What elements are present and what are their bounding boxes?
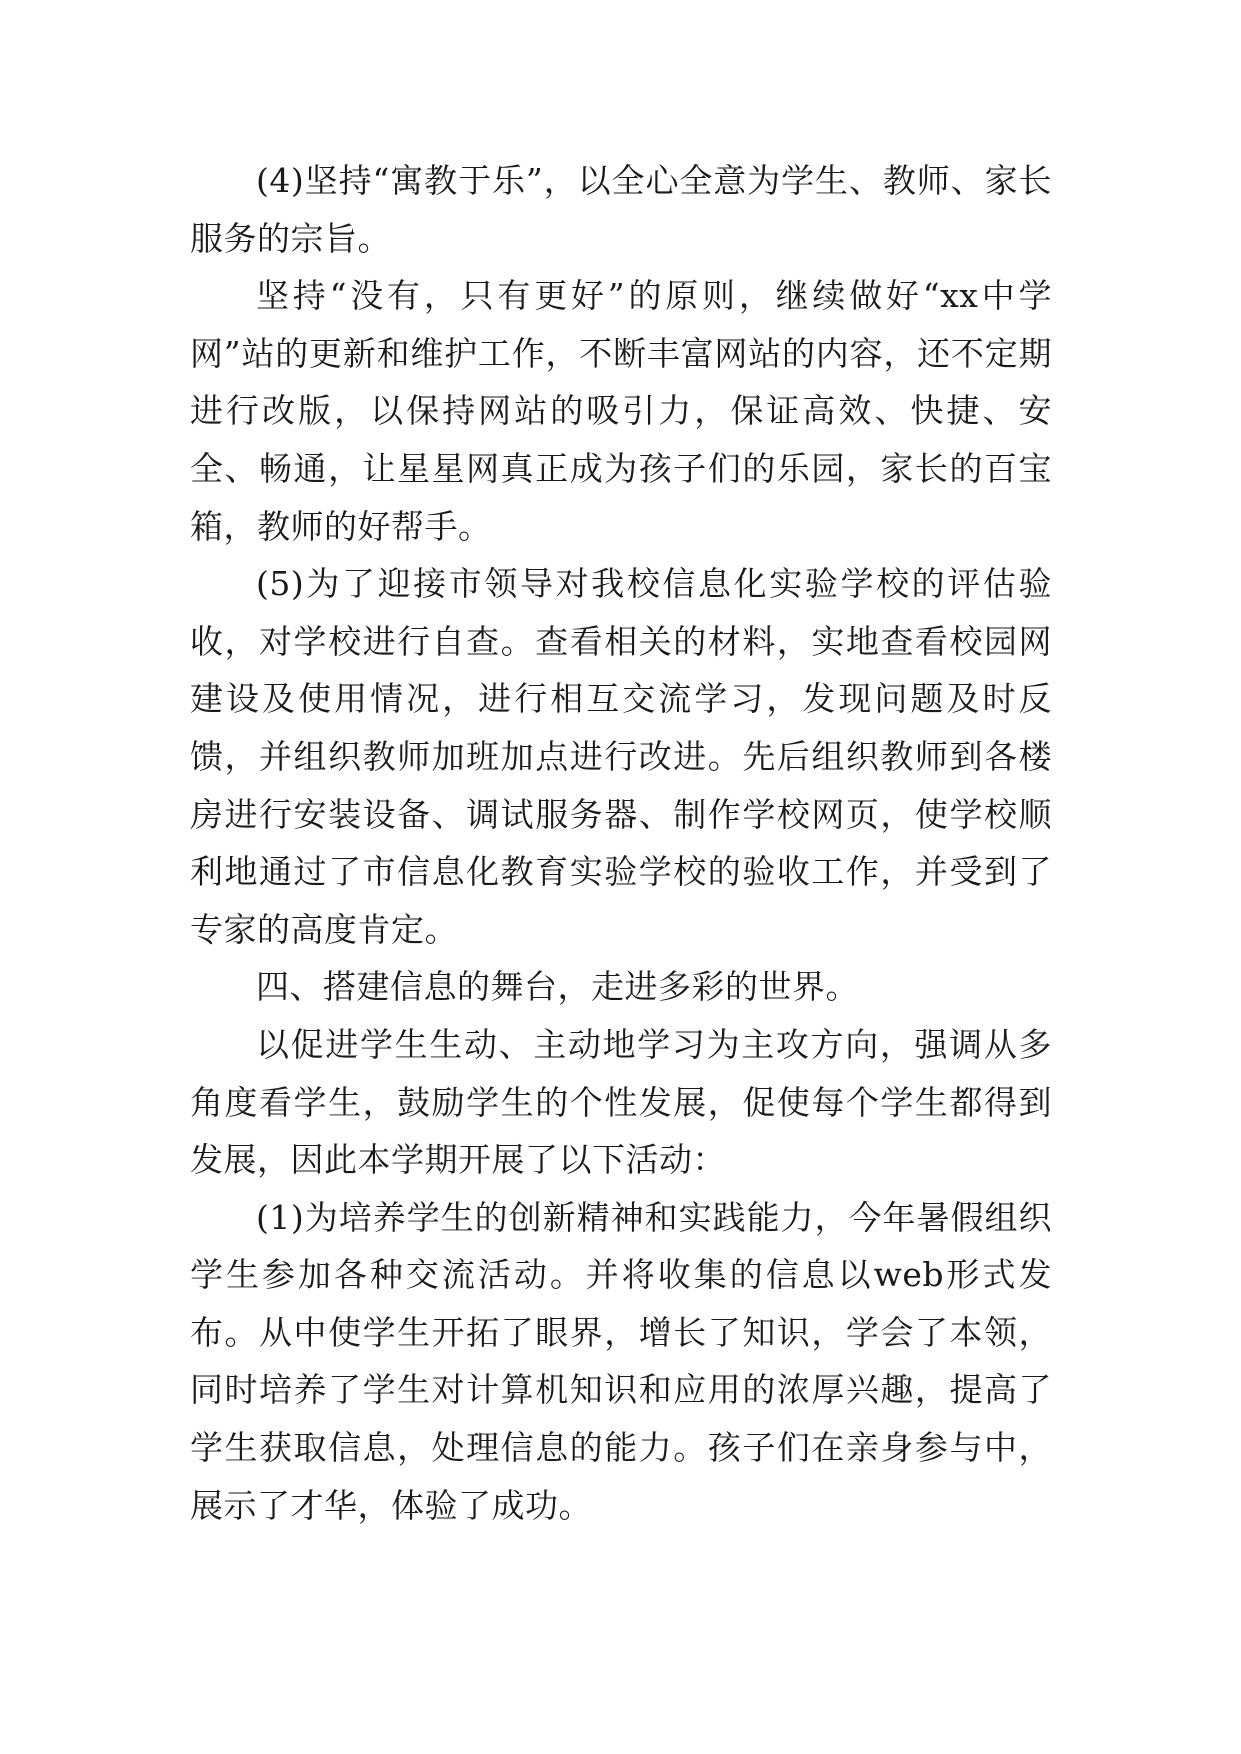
- paragraph-item-1-activities: (1)为培养学生的创新精神和实践能力，今年暑假组织学生参加各种交流活动。并将收集的信息以web形式发布。从中使学生开拓了眼界，增长了知识，学会了本领，同时培养了学生对计算机知识和应用的浓厚兴趣，提高了学生获取信息，处理信息的能力。孩子们在亲身参与中，展示了才华，体验了成功。: [190, 1197, 1052, 1525]
- document-body: [190, 152, 1052, 1534]
- paragraph-item-5-inspection: (5)为了迎接市领导对我校信息化实验学校的评估验收，对学校进行自查。查看相关的材料，实地查看校园网建设及使用情况，进行相互交流学习，发现问题及时反馈，并组织教师加班加点进行改进。先后组织教师到各楼房进行安装设备、调试服务器、制作学校网页，使学校顺利地通过了市信息化教育实验学校的验收工作，并受到了专家的高度肯定。: [190, 564, 1052, 949]
- paragraph-activities-intro: 以促进学生生动、主动地学习为主攻方向，强调从多角度看学生，鼓励学生的个性发展，促使每个学生都得到发展，因此本学期开展了以下活动：: [190, 1024, 1052, 1180]
- section-heading-four: 四、搭建信息的舞台，走进多彩的世界。: [256, 967, 859, 1007]
- paragraph-item-4-principle: (4)坚持“寓教于乐”，以全心全意为学生、教师、家长服务的宗旨。: [190, 161, 1052, 258]
- paragraph-website-maintenance: 坚持“没有，只有更好”的原则，继续做好“xx中学网”站的更新和维护工作，不断丰富网站的内容，还不定期进行改版，以保持网站的吸引力，保证高效、快捷、安全、畅通，让星星网真正成为孩子们的乐园，家长的百宝箱，教师的好帮手。: [190, 276, 1052, 546]
